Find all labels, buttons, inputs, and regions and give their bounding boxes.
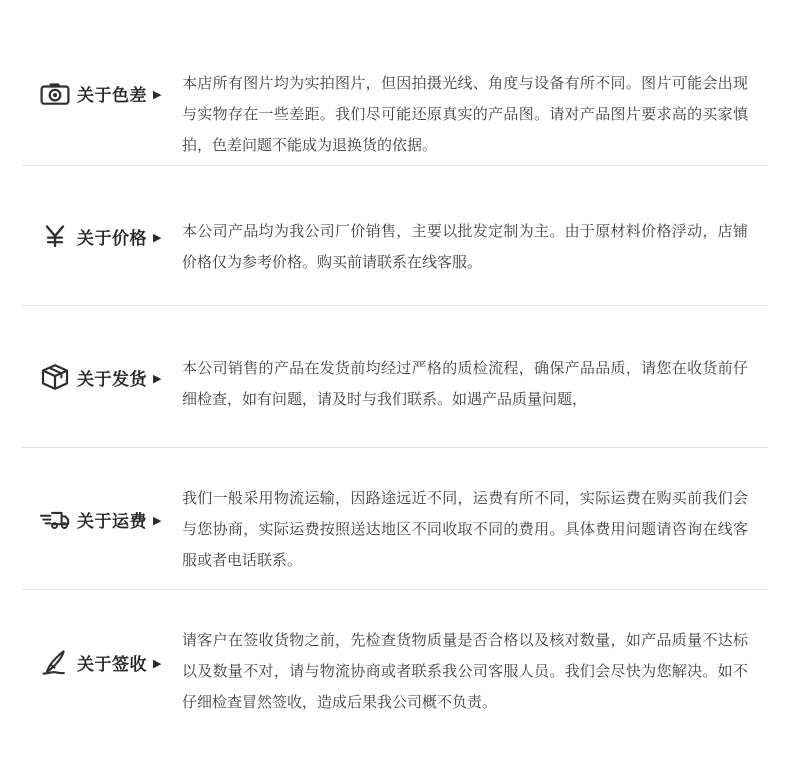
policy-section-acceptance bbox=[22, 589, 768, 733]
policy-section-body: 我们一般采用物流运输，因路途远近不同，运费有所不同，实际运费在购买前我们会与您协商，实际运费按照送达地区不同收取不同的费用。具体费用问题请咨询在线客服或者电话联系。 bbox=[182, 489, 748, 569]
chevron-right-icon: ▶ bbox=[153, 230, 162, 244]
policy-section-title: 关于价格 bbox=[77, 228, 147, 249]
policy-section-body: 本公司产品均为我公司厂价销售，主要以批发定制为主。由于原材料价格浮动，店铺价格仅为参考价格。购买前请联系在线客服。 bbox=[182, 222, 748, 271]
package-box-icon bbox=[40, 362, 70, 392]
policy-section-list bbox=[22, 0, 768, 733]
policy-section-title: 关于签收 bbox=[77, 654, 147, 675]
policy-section-title: 关于发货 bbox=[77, 369, 147, 390]
chevron-right-icon: ▶ bbox=[153, 371, 162, 385]
policy-section-label bbox=[22, 306, 182, 448]
policy-section-price bbox=[22, 165, 768, 305]
policy-section-body: 本店所有图片均为实拍图片，但因拍摄光线、角度与设备有所不同。图片可能会出现与实物存在一些差距。我们尽可能还原真实的产品图。请对产品图片要求高的买家慎拍，色差问题不能成为退换货的依据。 bbox=[182, 74, 748, 154]
yuan-currency-icon bbox=[40, 221, 70, 251]
delivery-truck-icon bbox=[40, 504, 70, 534]
policy-section-freight bbox=[22, 447, 768, 589]
policy-section-label bbox=[22, 166, 182, 306]
policy-section-body: 本公司销售的产品在发货前均经过严格的质检流程，确保产品品质，请您在收货前仔细检查，如有问题，请及时与我们联系。如遇产品质量问题， bbox=[182, 359, 748, 408]
chevron-right-icon: ▶ bbox=[153, 656, 162, 670]
policy-section-label bbox=[22, 22, 182, 165]
policy-section-label bbox=[22, 590, 182, 734]
policy-section-color-difference bbox=[22, 22, 768, 165]
policy-section-shipping bbox=[22, 305, 768, 447]
policy-section-label bbox=[22, 448, 182, 590]
camera-icon bbox=[40, 79, 70, 109]
policy-section-title: 关于色差 bbox=[77, 86, 147, 106]
chevron-right-icon: ▶ bbox=[153, 88, 162, 101]
policy-section-title: 关于运费 bbox=[77, 511, 147, 532]
signature-pen-icon bbox=[40, 647, 70, 677]
chevron-right-icon: ▶ bbox=[153, 513, 162, 527]
policy-section-body: 请客户在签收货物之前，先检查货物质量是否合格以及核对数量，如产品质量不达标以及数量不对，请与物流协商或者联系我公司客服人员。我们会尽快为您解决。如不仔细检查冒然签收，造成后果我公司概不负责。 bbox=[182, 631, 748, 711]
